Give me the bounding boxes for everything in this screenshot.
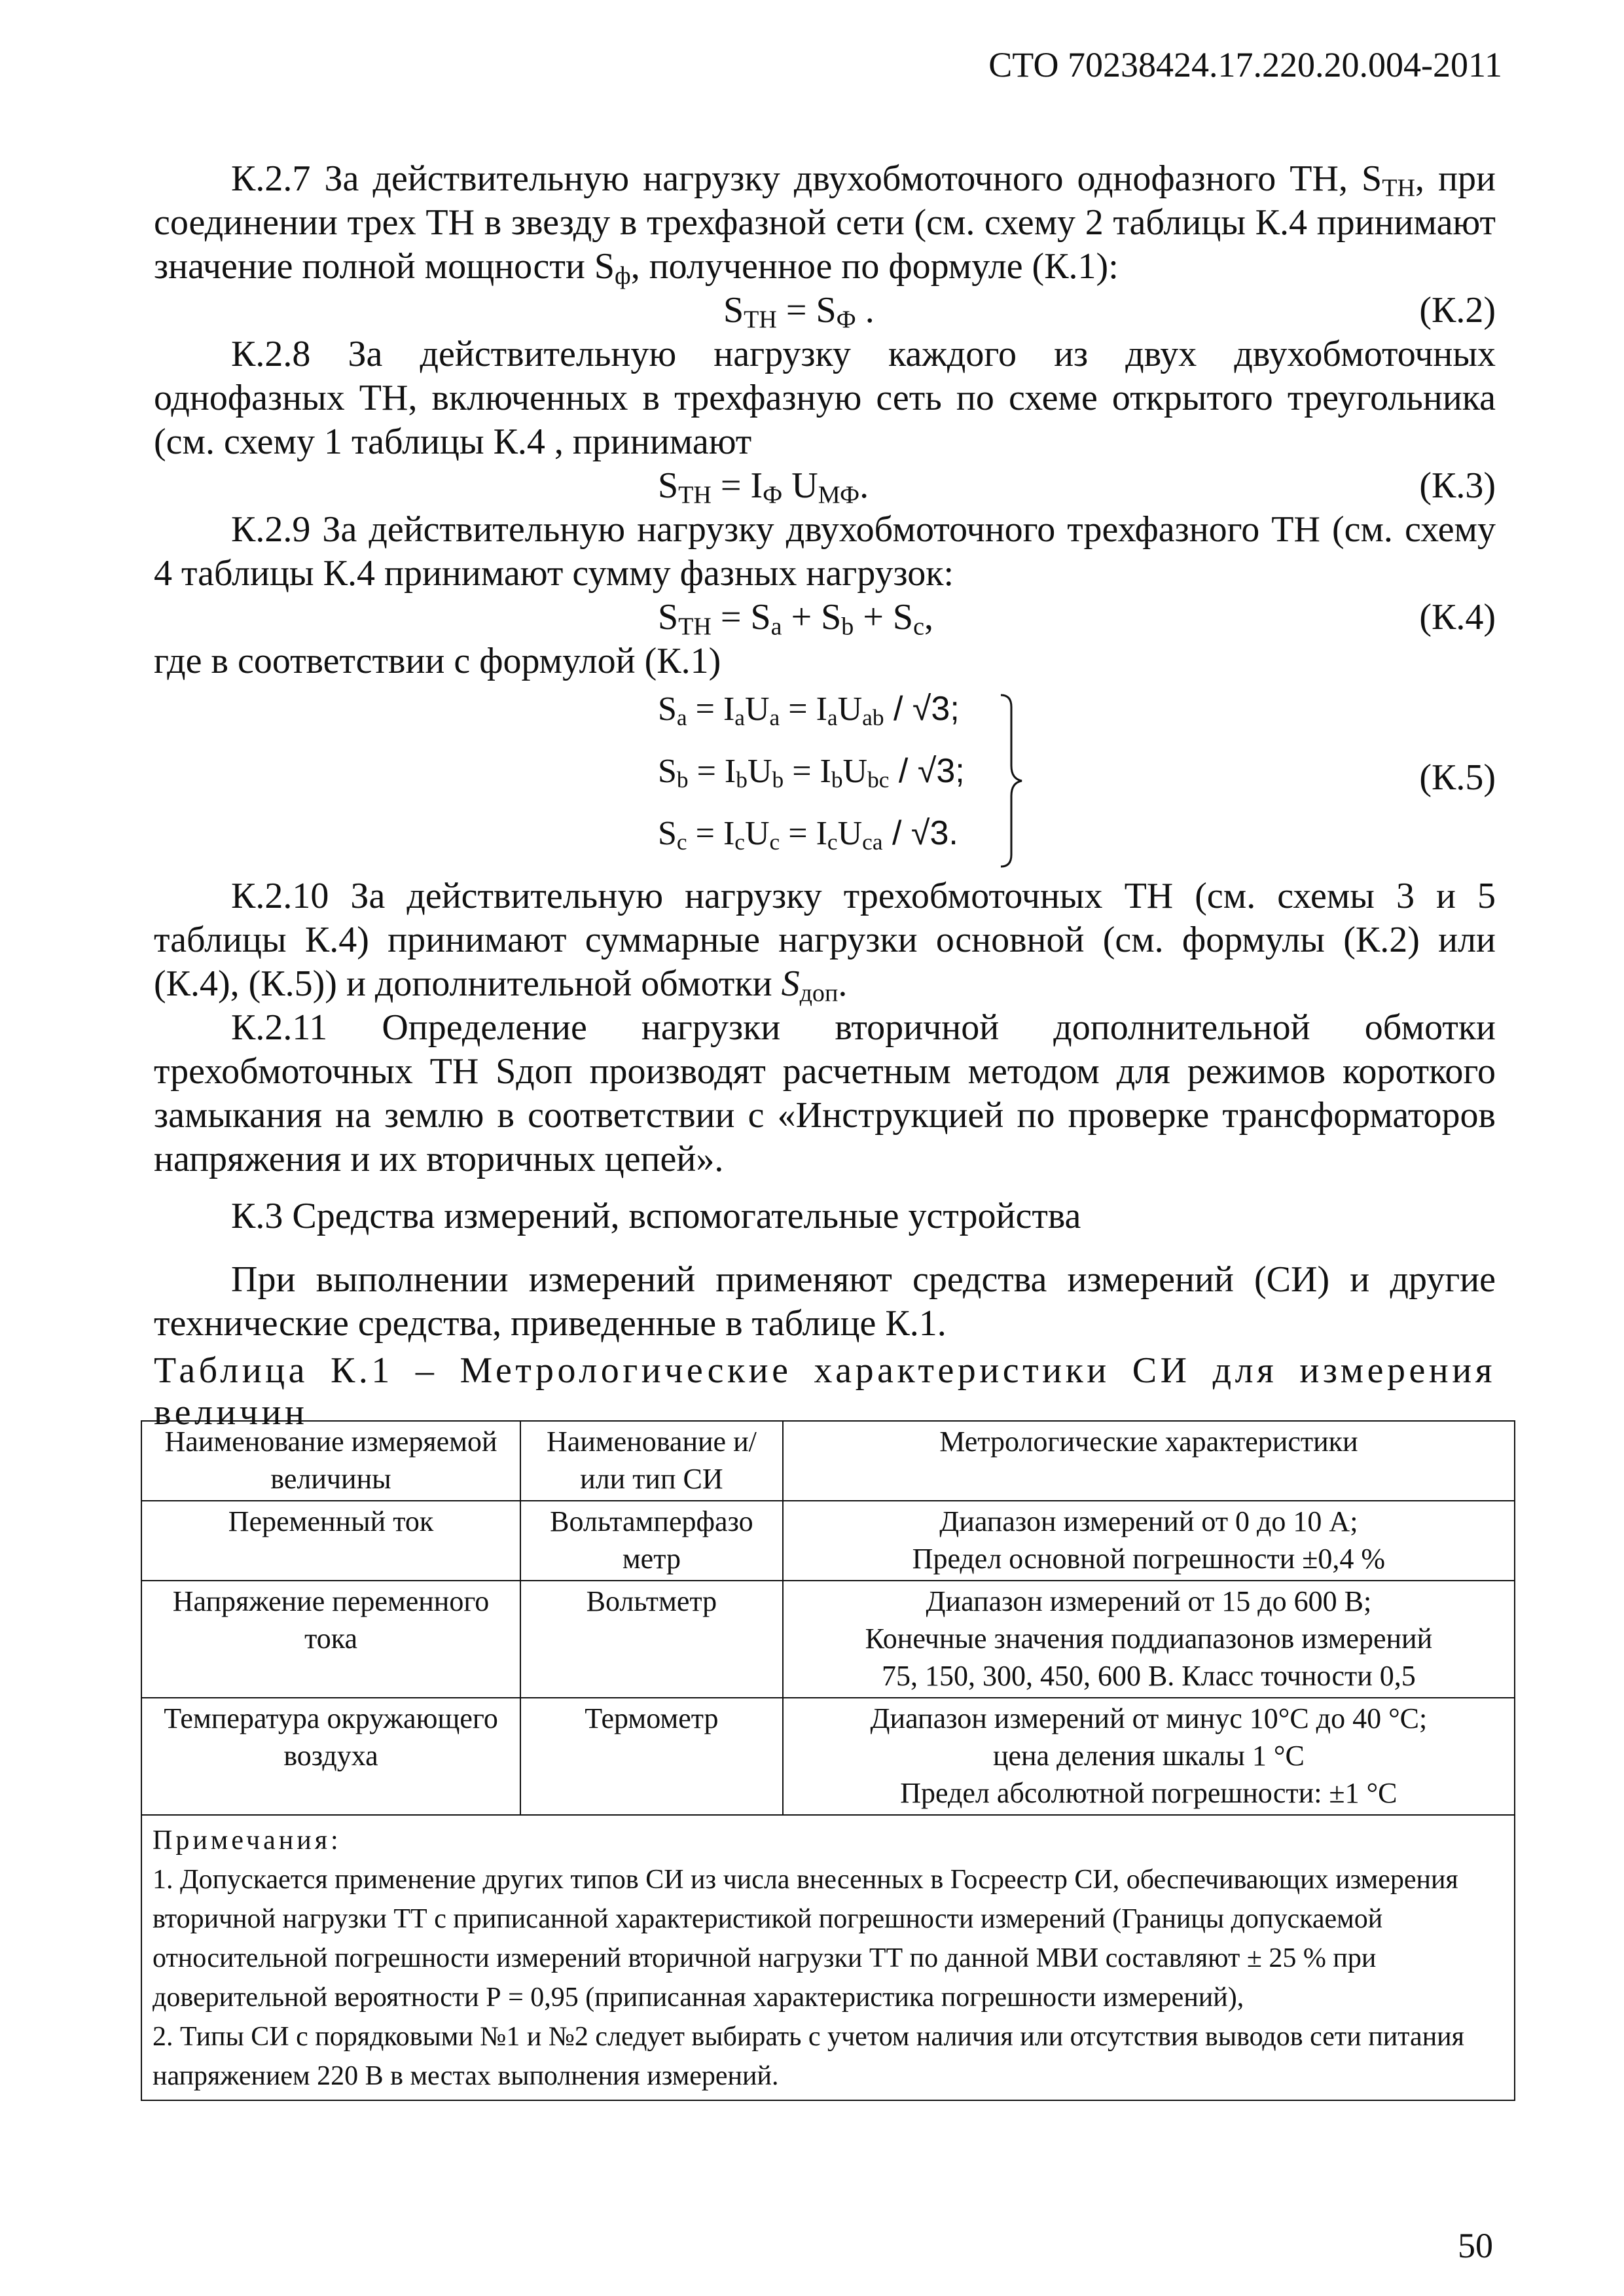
section-heading-k-3: К.3 Средства измерений, вспомогательные устройства bbox=[231, 1196, 1081, 1236]
clause-number: К.2.10 bbox=[231, 876, 329, 916]
clause-number: К.2.8 bbox=[231, 334, 311, 374]
table-header-cell: Наименование измеряемой величины bbox=[141, 1421, 520, 1501]
document-code-header: СТО 70238424.17.220.20.004-2011 bbox=[988, 45, 1502, 84]
page-number: 50 bbox=[1458, 2226, 1493, 2265]
formula-line-a: $S_a = I_aU_a = I_aU_{ab} / √3$; bbox=[658, 690, 960, 730]
table-cell-quantity: Напряжение переменного тока bbox=[141, 1581, 520, 1698]
table-cell-instrument: Термометр bbox=[520, 1698, 783, 1815]
table-cell-characteristics: Диапазон измерений от 0 до 10 А; Предел основной погрешности ±0,4 % bbox=[783, 1501, 1515, 1581]
formula-expression: $S_{TH} = I_Ф$ $U_{МФ}$. bbox=[658, 465, 869, 509]
formula-number: (К.2) bbox=[1419, 290, 1496, 331]
paragraph-k-2-7: К.2.7 За действительную нагрузку двухобмоточного однофазного ТН, $S_{TH}$, при соединении трех ТН в звезду в трехфазной сети (см. схему 2 таблицы К.4 принимают значение полной мощности $S_ф$, полученное по формуле (К.1): bbox=[154, 158, 1496, 290]
table-notes-row bbox=[141, 1815, 1515, 2100]
table-row bbox=[141, 1581, 1515, 1698]
formula-k-4 bbox=[154, 596, 1496, 639]
table-header-cell: Метрологические характеристики bbox=[783, 1421, 1515, 1501]
table-cell-quantity: Переменный ток bbox=[141, 1501, 520, 1581]
formula-number: (К.4) bbox=[1419, 597, 1496, 637]
document-body bbox=[154, 157, 1496, 1433]
metrology-table bbox=[141, 1420, 1515, 2101]
table-cell-instrument: Вольтметр bbox=[520, 1581, 783, 1698]
paragraph-k-2-9: К.2.9 За действительную нагрузку двухобмоточного трехфазного ТН (см. схему 4 таблицы К.4 принимают сумму фазных нагрузок: bbox=[154, 509, 1496, 594]
table-header-cell: Наименование и/или тип СИ bbox=[520, 1421, 783, 1501]
right-brace-icon bbox=[998, 692, 1024, 869]
table-cell-characteristics: Диапазон измерений от минус 10°С до 40 °С; цена деления шкалы 1 °С Предел абсолютной погрешности: ±1 °С bbox=[783, 1698, 1515, 1815]
formula-number: (К.3) bbox=[1419, 465, 1496, 506]
note-item: 2. Типы СИ с порядковыми №1 и №2 следует выбирать с учетом наличия или отсутствия выводов сети питания напряжением 220 В в местах выполнения измерений. bbox=[153, 2022, 1464, 2091]
table-caption: Таблица К.1 – Метрологические характеристики СИ для измерения величин bbox=[154, 1350, 1496, 1433]
clause-number: К.2.7 bbox=[231, 158, 311, 199]
formula-number: (К.5) bbox=[1419, 757, 1496, 798]
table-notes-cell bbox=[141, 1815, 1515, 2100]
formula-k-5-system bbox=[154, 687, 1496, 870]
paragraph-k-2-8: К.2.8 За действительную нагрузку каждого из двух двухобмоточных однофазных ТН, включенных в трехфазную сеть по схеме открытого треугольника (см. схему 1 таблицы К.4 , принимают bbox=[154, 334, 1496, 462]
table-cell-quantity: Температура окружающего воздуха bbox=[141, 1698, 520, 1815]
formula-expression: $S_{TH} = S_a + S_b + S_c$, bbox=[658, 597, 933, 641]
table-cell-instrument: Вольтамперфазо метр bbox=[520, 1501, 783, 1581]
formula-expression: $S_{TH} = S_Ф$ . bbox=[723, 290, 875, 334]
clause-number: К.2.11 bbox=[231, 1007, 328, 1048]
note-item: 1. Допускается применение других типов СИ из числа внесенных в Госреестр СИ, обеспечивающих измерения вторичной нагрузки ТТ с приписанной характеристикой погрешности измерений (Границы допускаемой относительной погрешности измерений вторичной нагрузки ТТ по данной МВИ составляют ± 25 % при доверительной вероятности Р = 0,95 (приписанная характеристика погрешности измерений), bbox=[153, 1865, 1458, 2013]
paragraph-where: где в соответствии с формулой (К.1) bbox=[154, 641, 721, 681]
clause-number: К.2.9 bbox=[231, 509, 311, 550]
formula-k-3 bbox=[154, 464, 1496, 508]
formula-k-2 bbox=[154, 289, 1496, 332]
paragraph-measurement-tools: При выполнении измерений применяют средства измерений (СИ) и другие технические средства, приведенные в таблице К.1. bbox=[154, 1259, 1496, 1344]
notes-title: Примечания: bbox=[153, 1825, 342, 1856]
table-row bbox=[141, 1698, 1515, 1815]
paragraph-k-2-10: К.2.10 За действительную нагрузку трехобмоточных ТН (см. схемы 3 и 5 таблицы К.4) принимают суммарные нагрузки основной (см. формулы (К.2) или (К.4), (К.5)) и дополнительной обмотки $S_{доп}$. bbox=[154, 876, 1496, 1007]
table-row bbox=[141, 1501, 1515, 1581]
table-header-row bbox=[141, 1421, 1515, 1501]
table-cell-characteristics: Диапазон измерений от 15 до 600 В; Конечные значения поддиапазонов измерений 75, 150, 300, 450, 600 В. Класс точности 0,5 bbox=[783, 1581, 1515, 1698]
paragraph-k-2-11: К.2.11 Определение нагрузки вторичной дополнительной обмотки трехобмоточных ТН Sдоп производят расчетным методом для режимов короткого замыкания на землю в соответствии с «Инструкцией по проверке трансформаторов напряжения и их вторичных цепей». bbox=[154, 1007, 1496, 1179]
formula-line-b: $S_b = I_bU_b = I_bU_{bc} / √3$; bbox=[658, 752, 965, 793]
formula-line-c: $S_c = I_cU_c = I_cU_{ca} / √3$. bbox=[658, 814, 958, 855]
